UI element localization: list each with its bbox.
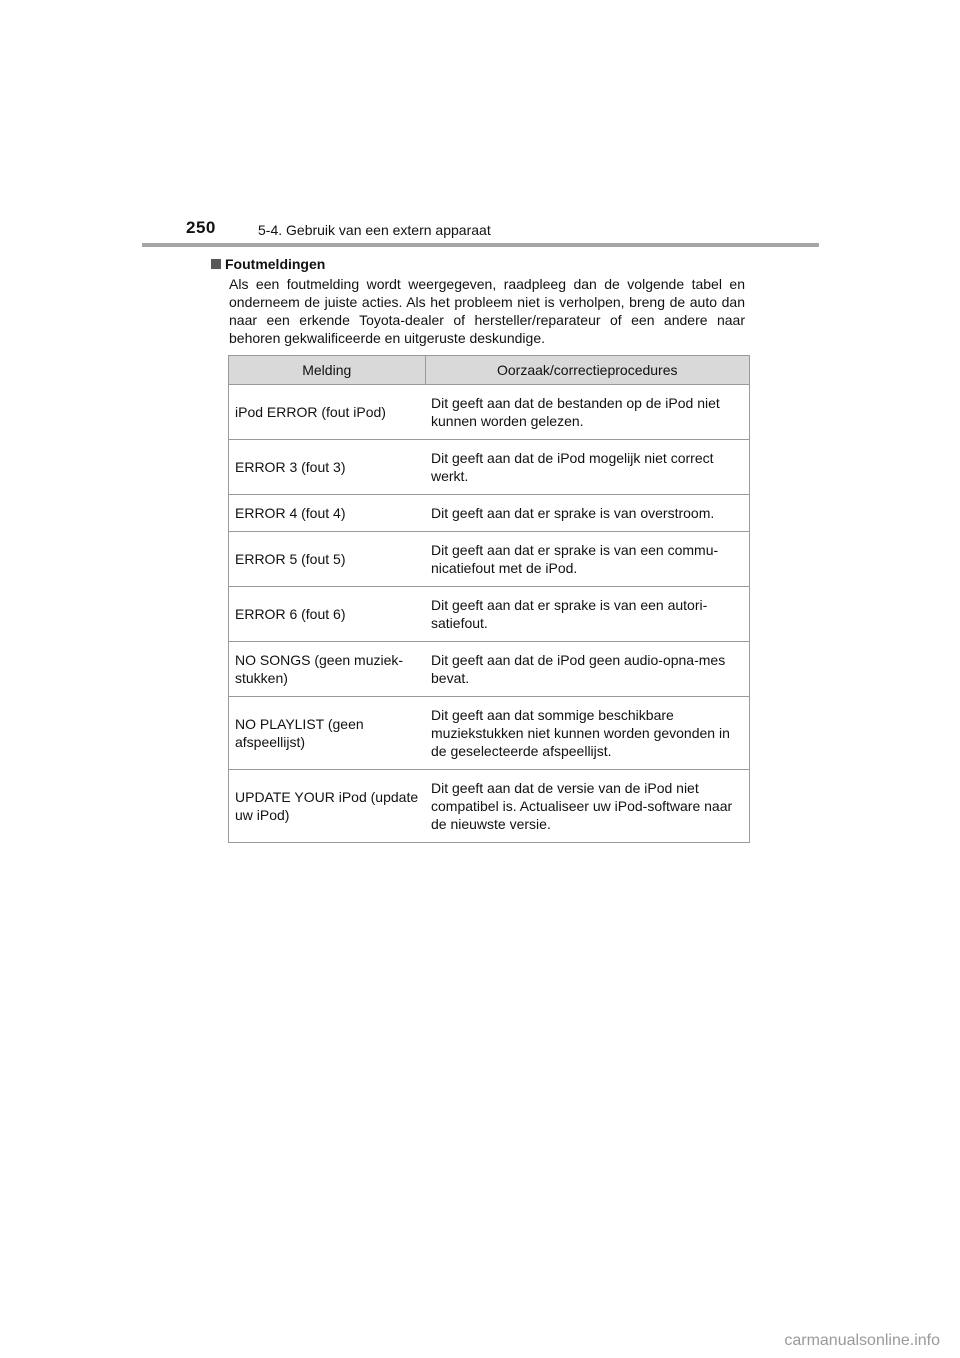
- page-number: 250: [186, 218, 216, 237]
- cause-cell: Dit geeft aan dat er sprake is van overstroom.: [425, 495, 750, 532]
- cause-cell: Dit geeft aan dat er sprake is van een commu-nicatiefout met de iPod.: [425, 532, 750, 587]
- section-heading: [211, 256, 325, 272]
- section-title: Foutmeldingen: [225, 256, 326, 272]
- cause-cell: Dit geeft aan dat de iPod geen audio-opna-mes bevat.: [425, 642, 750, 697]
- table-row: [229, 642, 750, 697]
- chapter-title: 5-4. Gebruik van een extern apparaat: [258, 222, 491, 238]
- intro-paragraph: Als een foutmelding wordt weergegeven, raadpleeg dan de volgende tabel en onderneem de juiste acties. Als het probleem niet is verholpen, breng de auto dan naar een erkende Toyota-dealer of hersteller/reparateur of een andere naar behoren gekwalificeerde en uitgeruste deskundige.: [229, 276, 745, 346]
- table-header-row: [229, 356, 750, 385]
- message-cell: ERROR 5 (fout 5): [229, 532, 426, 587]
- message-cell: ERROR 4 (fout 4): [229, 495, 426, 532]
- cause-cell: Dit geeft aan dat de bestanden op de iPod niet kunnen worden gelezen.: [425, 385, 750, 440]
- message-cell: ERROR 6 (fout 6): [229, 587, 426, 642]
- message-cell: ERROR 3 (fout 3): [229, 440, 426, 495]
- message-cell: UPDATE YOUR iPod (update uw iPod): [229, 770, 426, 843]
- table-row: [229, 440, 750, 495]
- message-cell: iPod ERROR (fout iPod): [229, 385, 426, 440]
- table-row: [229, 495, 750, 532]
- table-row: [229, 587, 750, 642]
- header-divider: [142, 243, 819, 247]
- footer-watermark: carmanualsonline.info: [784, 1332, 940, 1349]
- table-row: [229, 770, 750, 843]
- error-message-table: [228, 355, 750, 843]
- cause-cell: Dit geeft aan dat de iPod mogelijk niet correct werkt.: [425, 440, 750, 495]
- message-cell: NO SONGS (geen muziek-stukken): [229, 642, 426, 697]
- column-header-message: Melding: [229, 356, 426, 385]
- square-bullet-icon: [211, 259, 221, 269]
- column-header-cause: Oorzaak/correctieprocedures: [425, 356, 750, 385]
- cause-cell: Dit geeft aan dat sommige beschikbare muziekstukken niet kunnen worden gevonden in de geselecteerde afspeellijst.: [425, 697, 750, 770]
- message-cell: NO PLAYLIST (geen afspeellijst): [229, 697, 426, 770]
- table-row: [229, 385, 750, 440]
- cause-cell: Dit geeft aan dat de versie van de iPod niet compatibel is. Actualiseer uw iPod-software naar de nieuwste versie.: [425, 770, 750, 843]
- cause-cell: Dit geeft aan dat er sprake is van een autori-satiefout.: [425, 587, 750, 642]
- table-row: [229, 532, 750, 587]
- table-row: [229, 697, 750, 770]
